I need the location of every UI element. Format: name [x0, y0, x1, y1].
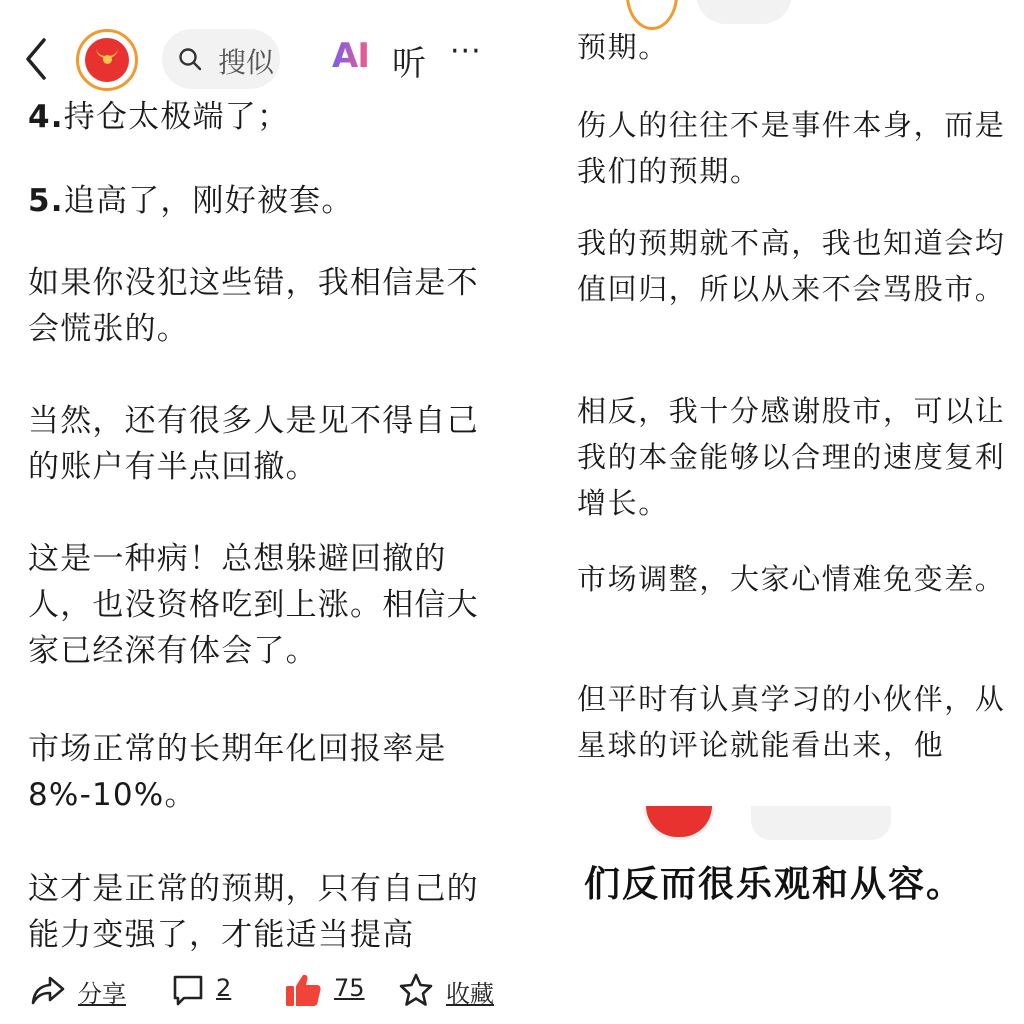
chevron-left-icon — [22, 36, 54, 82]
more-options-button[interactable]: ··· — [450, 34, 482, 69]
comment-icon — [170, 972, 206, 1008]
paragraph: 相反，我十分感谢股市，可以让我的本金能够以合理的速度复利增长。 — [577, 394, 1006, 520]
paragraph: 但平时有认真学习的小伙伴，从星球的评论就能看出来，他 — [577, 682, 1006, 762]
list-number: 5. — [28, 183, 64, 219]
thumbs-up-icon — [284, 972, 322, 1008]
enlarged-text-line: 们反而很乐观和从容。 — [584, 864, 965, 905]
paragraph: 这是一种病！总想躲避回撤的人，也没资格吃到上涨。相信大家已经深有体会了。 — [28, 541, 479, 669]
paragraph: 如果你没犯这些错，我相信是不会慌张的。 — [28, 265, 479, 347]
paragraph — [28, 94, 498, 140]
paragraph: 市场正常的长期年化回报率是8%-10%。 — [28, 731, 447, 813]
avatar-remnant — [643, 806, 715, 840]
list-number: 4. — [28, 99, 64, 135]
paragraph: 伤人的往往不是事件本身，而是我们的预期。 — [577, 108, 1006, 188]
search-box[interactable] — [162, 29, 280, 89]
paragraph: 我的预期就不高，我也知道会均值回归，所以从来不会骂股市。 — [577, 226, 1006, 306]
search-text: 搜似 — [218, 46, 275, 79]
paragraph: 当然，还有很多人是见不得自己的账户有半点回撤。 — [28, 403, 479, 485]
share-label: 分享 — [78, 980, 126, 1008]
paragraph: 这才是正常的预期，只有自己的能力变强了，才能适当提高 — [28, 871, 479, 953]
paragraph-text: 持仓太极端了； — [63, 99, 290, 135]
top-navigation-bar — [0, 22, 512, 100]
paragraph: 市场调整，大家心情难免变差。 — [577, 562, 1006, 596]
author-avatar[interactable] — [76, 29, 138, 91]
red-envelope-icon — [85, 38, 129, 82]
share-icon — [30, 972, 66, 1008]
favorite-label: 收藏 — [446, 980, 494, 1008]
search-box-remnant — [696, 0, 792, 24]
bottom-action-bar — [0, 960, 512, 1020]
paragraph — [28, 178, 498, 224]
ai-assistant-button[interactable]: AI — [332, 36, 369, 76]
like-count: 75 — [334, 974, 365, 1002]
listen-button[interactable]: 听 — [392, 44, 426, 84]
right-screenshot — [548, 0, 1024, 1024]
search-icon — [178, 47, 202, 71]
paragraph-text: 追高了，刚好被套。 — [63, 183, 354, 219]
star-icon — [398, 972, 434, 1008]
paragraph: 预期。 — [577, 30, 669, 64]
back-button[interactable] — [22, 36, 54, 82]
comment-count: 2 — [216, 974, 232, 1002]
search-box-remnant — [751, 806, 891, 840]
